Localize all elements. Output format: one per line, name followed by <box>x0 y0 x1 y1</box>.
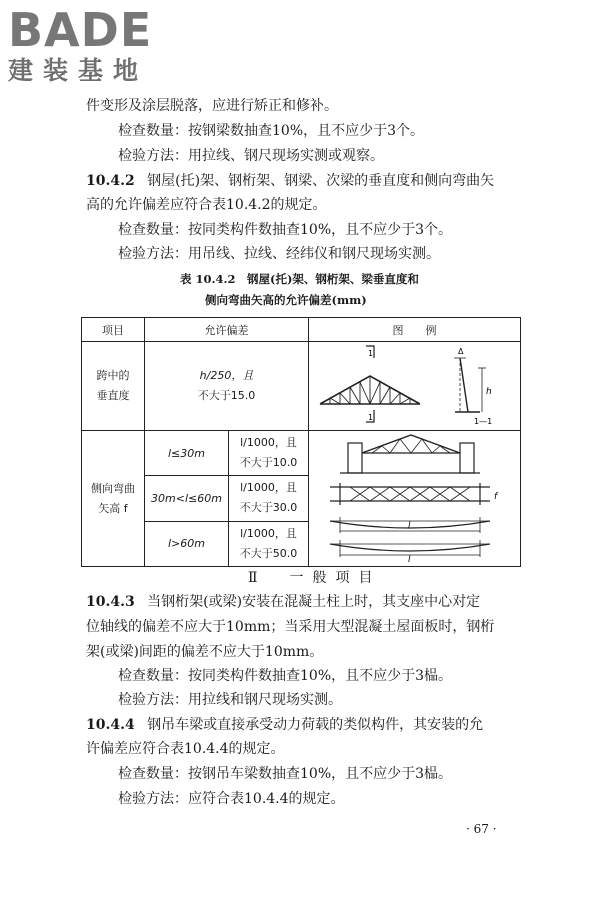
logo-text: BADE <box>8 3 153 57</box>
clause-10-4-2 <box>86 172 494 190</box>
lateral-bending-figure <box>310 431 520 563</box>
inspection-method-3: 检验方法：用拉线和钢尺现场实测。 <box>118 692 342 708</box>
row2-item-l1: 侧向弯曲 <box>91 481 135 495</box>
clause-number: 10.4.2 <box>86 173 135 189</box>
section-label: 1—1 <box>473 417 492 426</box>
table-caption-line1: 表 10.4.2 钢屋(托)架、钢桁架、梁垂直度和 <box>180 272 419 286</box>
span-l-label-2: l <box>407 555 411 563</box>
row1-tolerance <box>145 342 309 431</box>
truss-verticality-figure <box>310 342 520 427</box>
row2-figure <box>309 431 521 567</box>
inspection-quantity-3: 检查数量：按同类构件数抽查10%，且不应少于3榀。 <box>118 668 453 684</box>
row2-tol-1 <box>229 431 309 476</box>
section-title: Ⅱ 一般项目 <box>248 570 382 586</box>
clause-number: 10.4.4 <box>86 717 135 733</box>
section-mark-bottom: 1 <box>367 413 373 422</box>
clause-10-4-3 <box>86 593 480 611</box>
row1-figure <box>309 342 521 431</box>
inspection-quantity-1: 检查数量：按钢梁数抽查10%，且不应少于3个。 <box>118 123 425 139</box>
table-row <box>82 431 521 476</box>
header-figure: 图 例 <box>309 318 521 342</box>
row1-item-l2: 垂直度 <box>96 389 130 402</box>
row2-tol-2-l2: 不大于30.0 <box>239 501 298 515</box>
row2-tol-1-l2: 不大于10.0 <box>239 456 298 470</box>
clause-text: 钢吊车梁或直接承受动力荷载的类似构件，其安装的允 <box>147 717 484 733</box>
brand-logo <box>8 3 178 86</box>
header-tolerance: 允许偏差 <box>145 318 309 342</box>
clause-text: 钢屋(托)架、钢桁架、钢梁、次梁的垂直度和侧向弯曲矢 <box>147 173 495 189</box>
height-label: h <box>485 387 492 397</box>
paragraph-continuation: 件变形及涂层脱落，应进行矫正和修补。 <box>86 98 338 114</box>
clause-10-4-4-cont: 许偏差应符合表10.4.4的规定。 <box>86 741 285 757</box>
inspection-method-1: 检验方法：用拉线、钢尺现场实测或观察。 <box>118 148 384 164</box>
clause-number: 10.4.3 <box>86 594 135 610</box>
row2-cond-3: l>60m <box>145 521 229 566</box>
span-l-label-1: l <box>407 521 411 531</box>
row2-item <box>82 431 145 567</box>
row1-item <box>82 342 145 431</box>
row2-cond-1: l≤30m <box>145 431 229 476</box>
table-caption-line2: 侧向弯曲矢高的允许偏差(mm) <box>205 293 367 307</box>
deviation-label: Δ <box>457 347 463 356</box>
inspection-method-2: 检验方法：用吊线、拉线、经纬仪和钢尺现场实测。 <box>118 246 440 262</box>
row2-tol-3-l1: l/1000，且 <box>240 526 297 540</box>
table-row <box>82 342 521 431</box>
row2-cond-2: 30m<l≤60m <box>145 476 229 521</box>
clause-10-4-3-cont1: 位轴线的偏差不应大于10mm；当采用大型混凝土屋面板时，钢桁 <box>86 619 495 635</box>
row2-tol-2-l1: l/1000，且 <box>240 481 297 495</box>
row1-tol-l1: h/250，且 <box>199 369 254 382</box>
row2-tol-3 <box>229 521 309 566</box>
row2-item-l2: 矢高 f <box>98 501 128 515</box>
inspection-method-4: 检验方法：应符合表10.4.4的规定。 <box>118 791 345 807</box>
plan-f-label: f <box>493 492 497 502</box>
clause-10-4-3-cont2: 架(或梁)间距的偏差不应大于10mm。 <box>86 644 324 660</box>
page-number: · 67 · <box>466 822 497 836</box>
inspection-quantity-4: 检查数量：按钢吊车梁数抽查10%，且不应少于3榀。 <box>118 766 453 782</box>
clause-10-4-4 <box>86 716 483 734</box>
row1-tol-l2: 不大于15.0 <box>197 389 256 402</box>
header-item: 项目 <box>82 318 145 342</box>
clause-text: 当钢桁架(或梁)安装在混凝土柱上时，其支座中心对定 <box>147 594 481 610</box>
row2-tol-3-l2: 不大于50.0 <box>239 546 298 560</box>
logo-subtitle: 建装基地 <box>8 56 149 85</box>
row1-item-l1: 跨中的 <box>96 369 130 382</box>
table-header-row <box>82 318 521 342</box>
tolerance-table <box>81 317 521 567</box>
row2-tol-1-l1: l/1000，且 <box>240 436 297 450</box>
section-mark-top: 1 <box>367 349 373 358</box>
row2-tol-2 <box>229 476 309 521</box>
clause-10-4-2-cont: 高的允许偏差应符合表10.4.2的规定。 <box>86 197 327 213</box>
inspection-quantity-2: 检查数量：按同类构件数抽查10%，且不应少于3个。 <box>118 222 453 238</box>
